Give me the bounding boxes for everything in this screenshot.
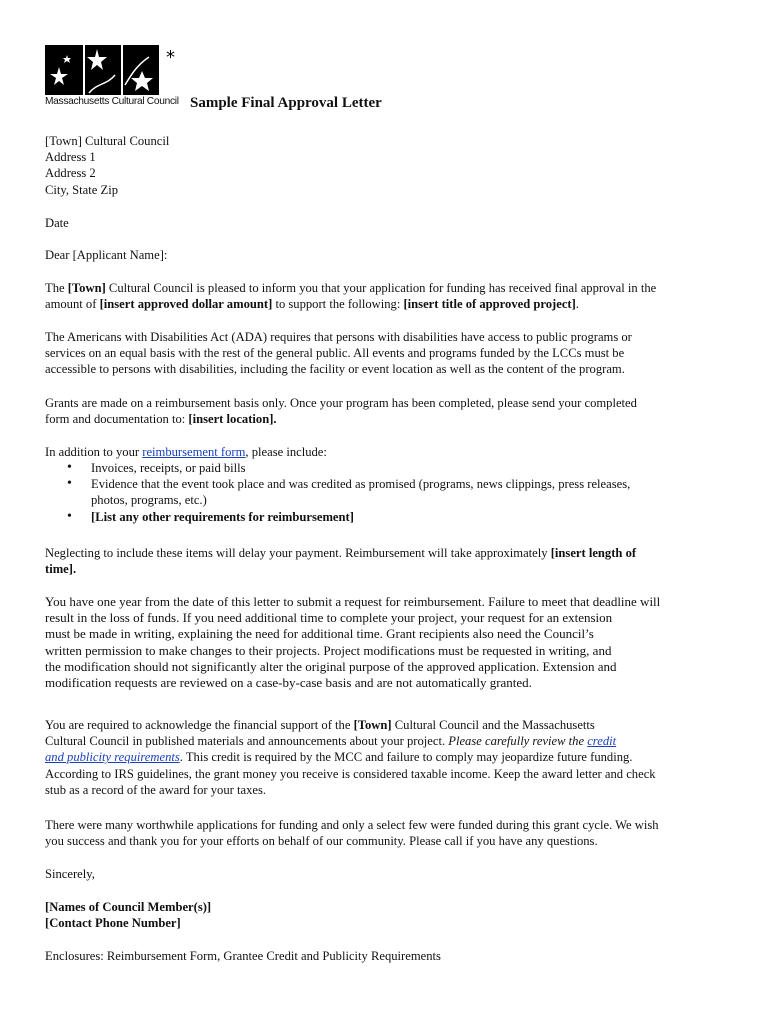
requirements-list — [45, 460, 725, 525]
paragraph-approval — [45, 280, 725, 312]
page-title: Sample Final Approval Letter — [190, 95, 382, 111]
logo-caption: Massachusetts Cultural Council — [45, 96, 179, 107]
text-line: You have one year from the date of this letter to submit a request for reimbursement. Failure to meet that deadline will — [45, 594, 661, 609]
text-line: According to IRS guidelines, the grant money you receive is considered taxable income. Keep the award letter and check — [45, 766, 656, 781]
length-placeholder: time]. — [45, 562, 77, 577]
text: to support the following: — [272, 297, 404, 312]
paragraph-grants — [45, 395, 725, 427]
star-shapes — [45, 45, 181, 95]
text: . This credit is required by the MCC and failure to comply may jeopardize future funding. — [179, 750, 633, 765]
paragraph-ada — [45, 329, 725, 378]
address-line: [Town] Cultural Council — [45, 134, 170, 148]
recipient-address — [45, 133, 725, 198]
list-item-text: Invoices, receipts, or paid bills — [91, 461, 246, 475]
text-line: There were many worthwhile applications for funding and only a select few were funded during this grant cycle. We wish — [45, 818, 659, 832]
list-item-text: photos, programs, etc.) — [91, 493, 207, 508]
address-line: Address 2 — [45, 166, 96, 181]
mcc-logo — [45, 45, 181, 109]
salutation: Dear [Applicant Name]: — [45, 248, 168, 262]
text: form and documentation to: — [45, 412, 189, 427]
text-line: services on an equal basis with the rest of the general public. All events and programs funded by the LCCs must be — [45, 346, 625, 361]
text: Cultural Council is pleased to inform you that your application for funding has received final approval in the — [105, 281, 657, 295]
credit-publicity-link[interactable]: credit — [587, 734, 617, 749]
closing: Sincerely, — [45, 867, 95, 881]
text-line: the modification should not significantly alter the original purpose of the approved application. Extension and — [45, 658, 617, 674]
signature-phone: [Contact Phone Number] — [45, 916, 181, 931]
date: Date — [45, 216, 69, 230]
amount-placeholder: [insert approved dollar amount] — [99, 297, 273, 312]
paragraph-delay — [45, 545, 725, 577]
list-item — [45, 460, 725, 476]
list-item — [45, 509, 725, 525]
address-line: City, State Zip — [45, 182, 118, 197]
text-line: Grants are made on a reimbursement basis only. Once your program has been completed, please send your completed — [45, 396, 637, 410]
text: Cultural Council in published materials and announcements about your project. — [45, 734, 449, 749]
text-line: The Americans with Disabilities Act (ADA) requires that persons with disabilities have access to public programs or — [45, 330, 632, 344]
signature-block — [45, 899, 725, 931]
text-line: accessible to persons with disabilities, including the facility or event location as well as the content of the program. — [45, 362, 625, 377]
paragraph-include — [45, 444, 725, 460]
length-placeholder: [insert length of — [550, 546, 637, 560]
address-line: Address 1 — [45, 150, 96, 165]
text: Cultural Council and the Massachusetts — [391, 718, 595, 732]
italic-text: Please carefully review the — [448, 734, 588, 749]
text: In addition to your — [45, 445, 143, 459]
reimbursement-form-link[interactable]: reimbursement form — [142, 445, 246, 459]
paragraph-deadline — [45, 594, 725, 691]
text: You are required to acknowledge the financial support of the — [45, 718, 354, 732]
town-placeholder: [Town] — [67, 281, 106, 295]
list-item-text: • Evidence that the event took place and was credited as promised (programs, news clippings, press releases, — [91, 477, 631, 492]
project-placeholder: [insert title of approved project] — [403, 297, 576, 312]
svg-text:*: * — [166, 47, 175, 68]
paragraph-acknowledge — [45, 717, 725, 798]
text: . — [575, 297, 579, 312]
text-line: written permission to make changes to their projects. Project modifications must be requested in writing, and — [45, 642, 612, 658]
list-item-text: [List any other requirements for reimbursement] — [91, 509, 354, 524]
text: , please include: — [245, 445, 327, 459]
text: amount of — [45, 297, 100, 312]
text-line: you success and thank you for your efforts on behalf of our community. Please call if you have any questions. — [45, 834, 598, 849]
text-line: stub as a record of the award for your taxes. — [45, 782, 267, 797]
text-line: must be made in writing, explaining the need for additional time. Grant recipients also need the Council’s — [45, 626, 594, 642]
text: The — [45, 281, 68, 295]
signature-names: [Names of Council Member(s)] — [45, 900, 212, 914]
town-placeholder: [Town] — [353, 718, 392, 732]
text-line: result in the loss of funds. If you need additional time to complete your project, your request for an extension — [45, 610, 613, 626]
text-line: modification requests are reviewed on a case-by-case basis and are not automatically granted. — [45, 675, 532, 691]
text: Neglecting to include these items will delay your payment. Reimbursement will take approximately — [45, 546, 551, 560]
star-logo-icon — [45, 45, 181, 95]
list-item — [45, 476, 725, 508]
paragraph-thanks — [45, 817, 725, 849]
enclosures: Enclosures: Reimbursement Form, Grantee Credit and Publicity Requirements — [45, 949, 441, 963]
location-placeholder: [insert location]. — [188, 412, 277, 427]
credit-publicity-link[interactable]: and publicity requirements — [45, 750, 180, 765]
